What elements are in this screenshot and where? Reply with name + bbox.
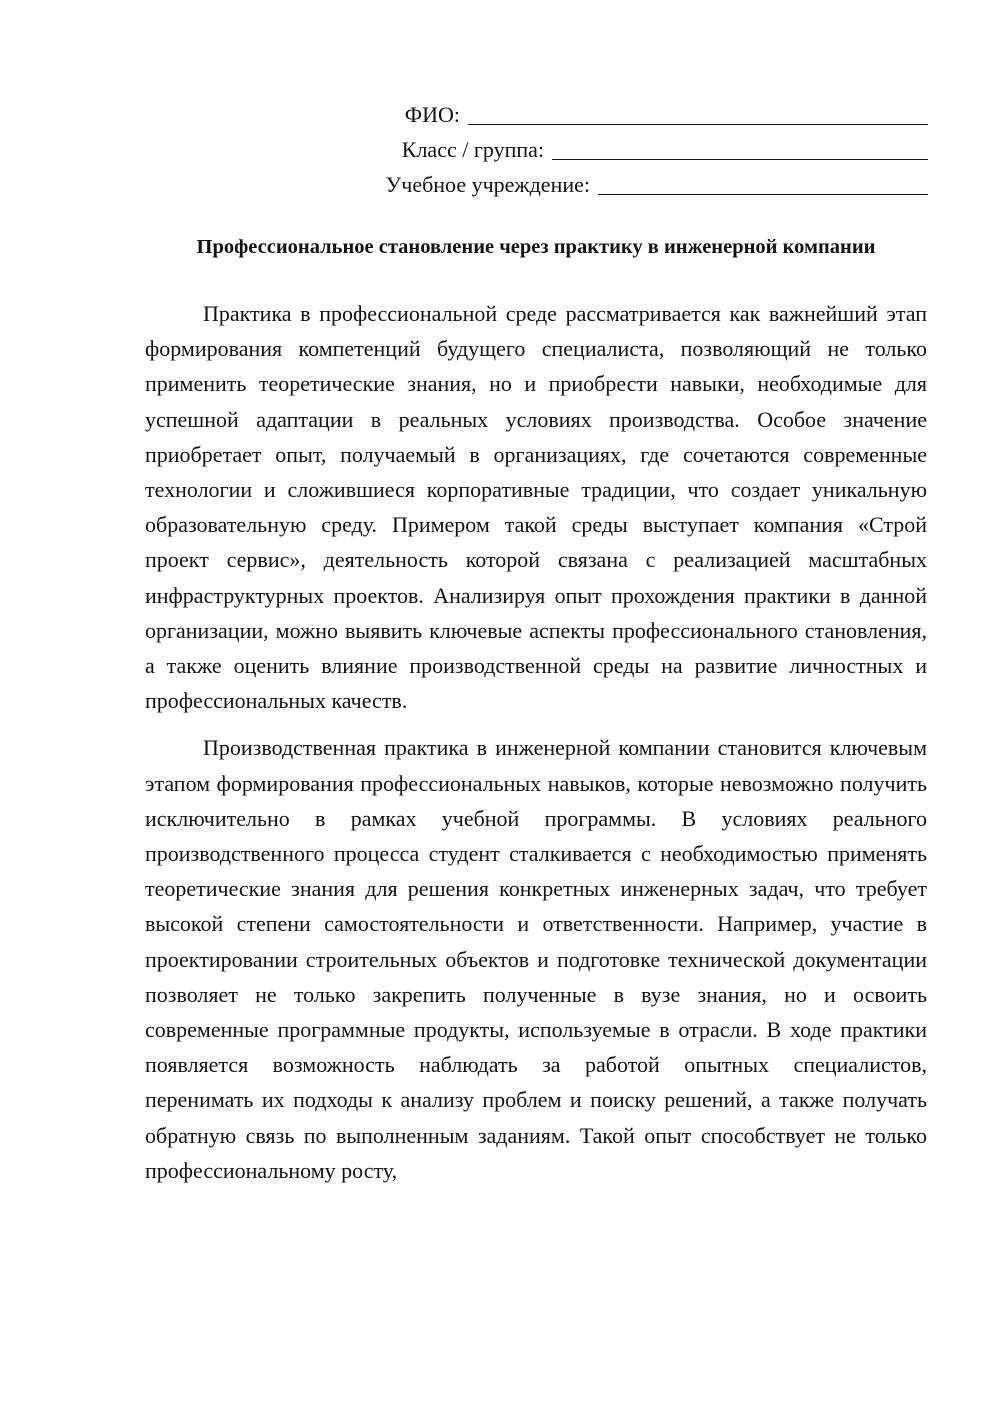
body-paragraph-1: Практика в профессиональной среде рассматривается как важнейший этап формирования компетенций будущего специалиста, позволяющий не только применить теоретические знания, но и приобрести навыки, необходимые для успешной адаптации в реальных условиях производства. Особое значение приобретает опыт, получаемый в организациях, где сочетаются современные технологии и сложившиеся корпоративные традиции, что создает уникальную образовательную среду. Примером такой среды выступает компания «Строй проект сервис», деятельность которой связана с реализацией масштабных инфраструктурных проектов. Анализируя опыт прохождения практики в данной организации, можно выявить ключевые аспекты профессионального становления, а также оценить влияние производственной среды на развитие личностных и профессиональных качеств.	[145, 301, 927, 714]
full-name-field	[328, 93, 928, 128]
class-group-blank-line	[552, 135, 928, 160]
class-group-label: Класс / группа:	[401, 137, 544, 162]
class-group-field	[328, 128, 928, 163]
student-info-fields	[328, 93, 928, 198]
document-body	[145, 296, 927, 1188]
full-name-label: ФИО:	[404, 102, 460, 127]
institution-blank-line	[598, 170, 928, 195]
body-paragraph-2: Производственная практика в инженерной компании становится ключевым этапом формирования профессиональных навыков, которые невозможно получить исключительно в рамках учебной программы. В условиях реального производственного процесса студент сталкивается с необходимостью применять теоретические знания для решения конкретных инженерных задач, что требует высокой степени самостоятельности и ответственности. Например, участие в проектировании строительных объектов и подготовке технической документации позволяет не только закрепить полученные в вузе знания, но и освоить современные программные продукты, используемые в отрасли. В ходе практики появляется возможность наблюдать за работой опытных специалистов, перенимать их подходы к анализу проблем и поиску решений, а также получать обратную связь по выполненным заданиям. Такой опыт способствует не только профессиональному росту,	[145, 735, 927, 1183]
institution-label: Учебное учреждение:	[385, 172, 590, 197]
document-title: Профессиональное становление через практику в инженерной компании	[196, 236, 876, 258]
full-name-blank-line	[468, 100, 928, 125]
institution-field	[328, 163, 928, 198]
